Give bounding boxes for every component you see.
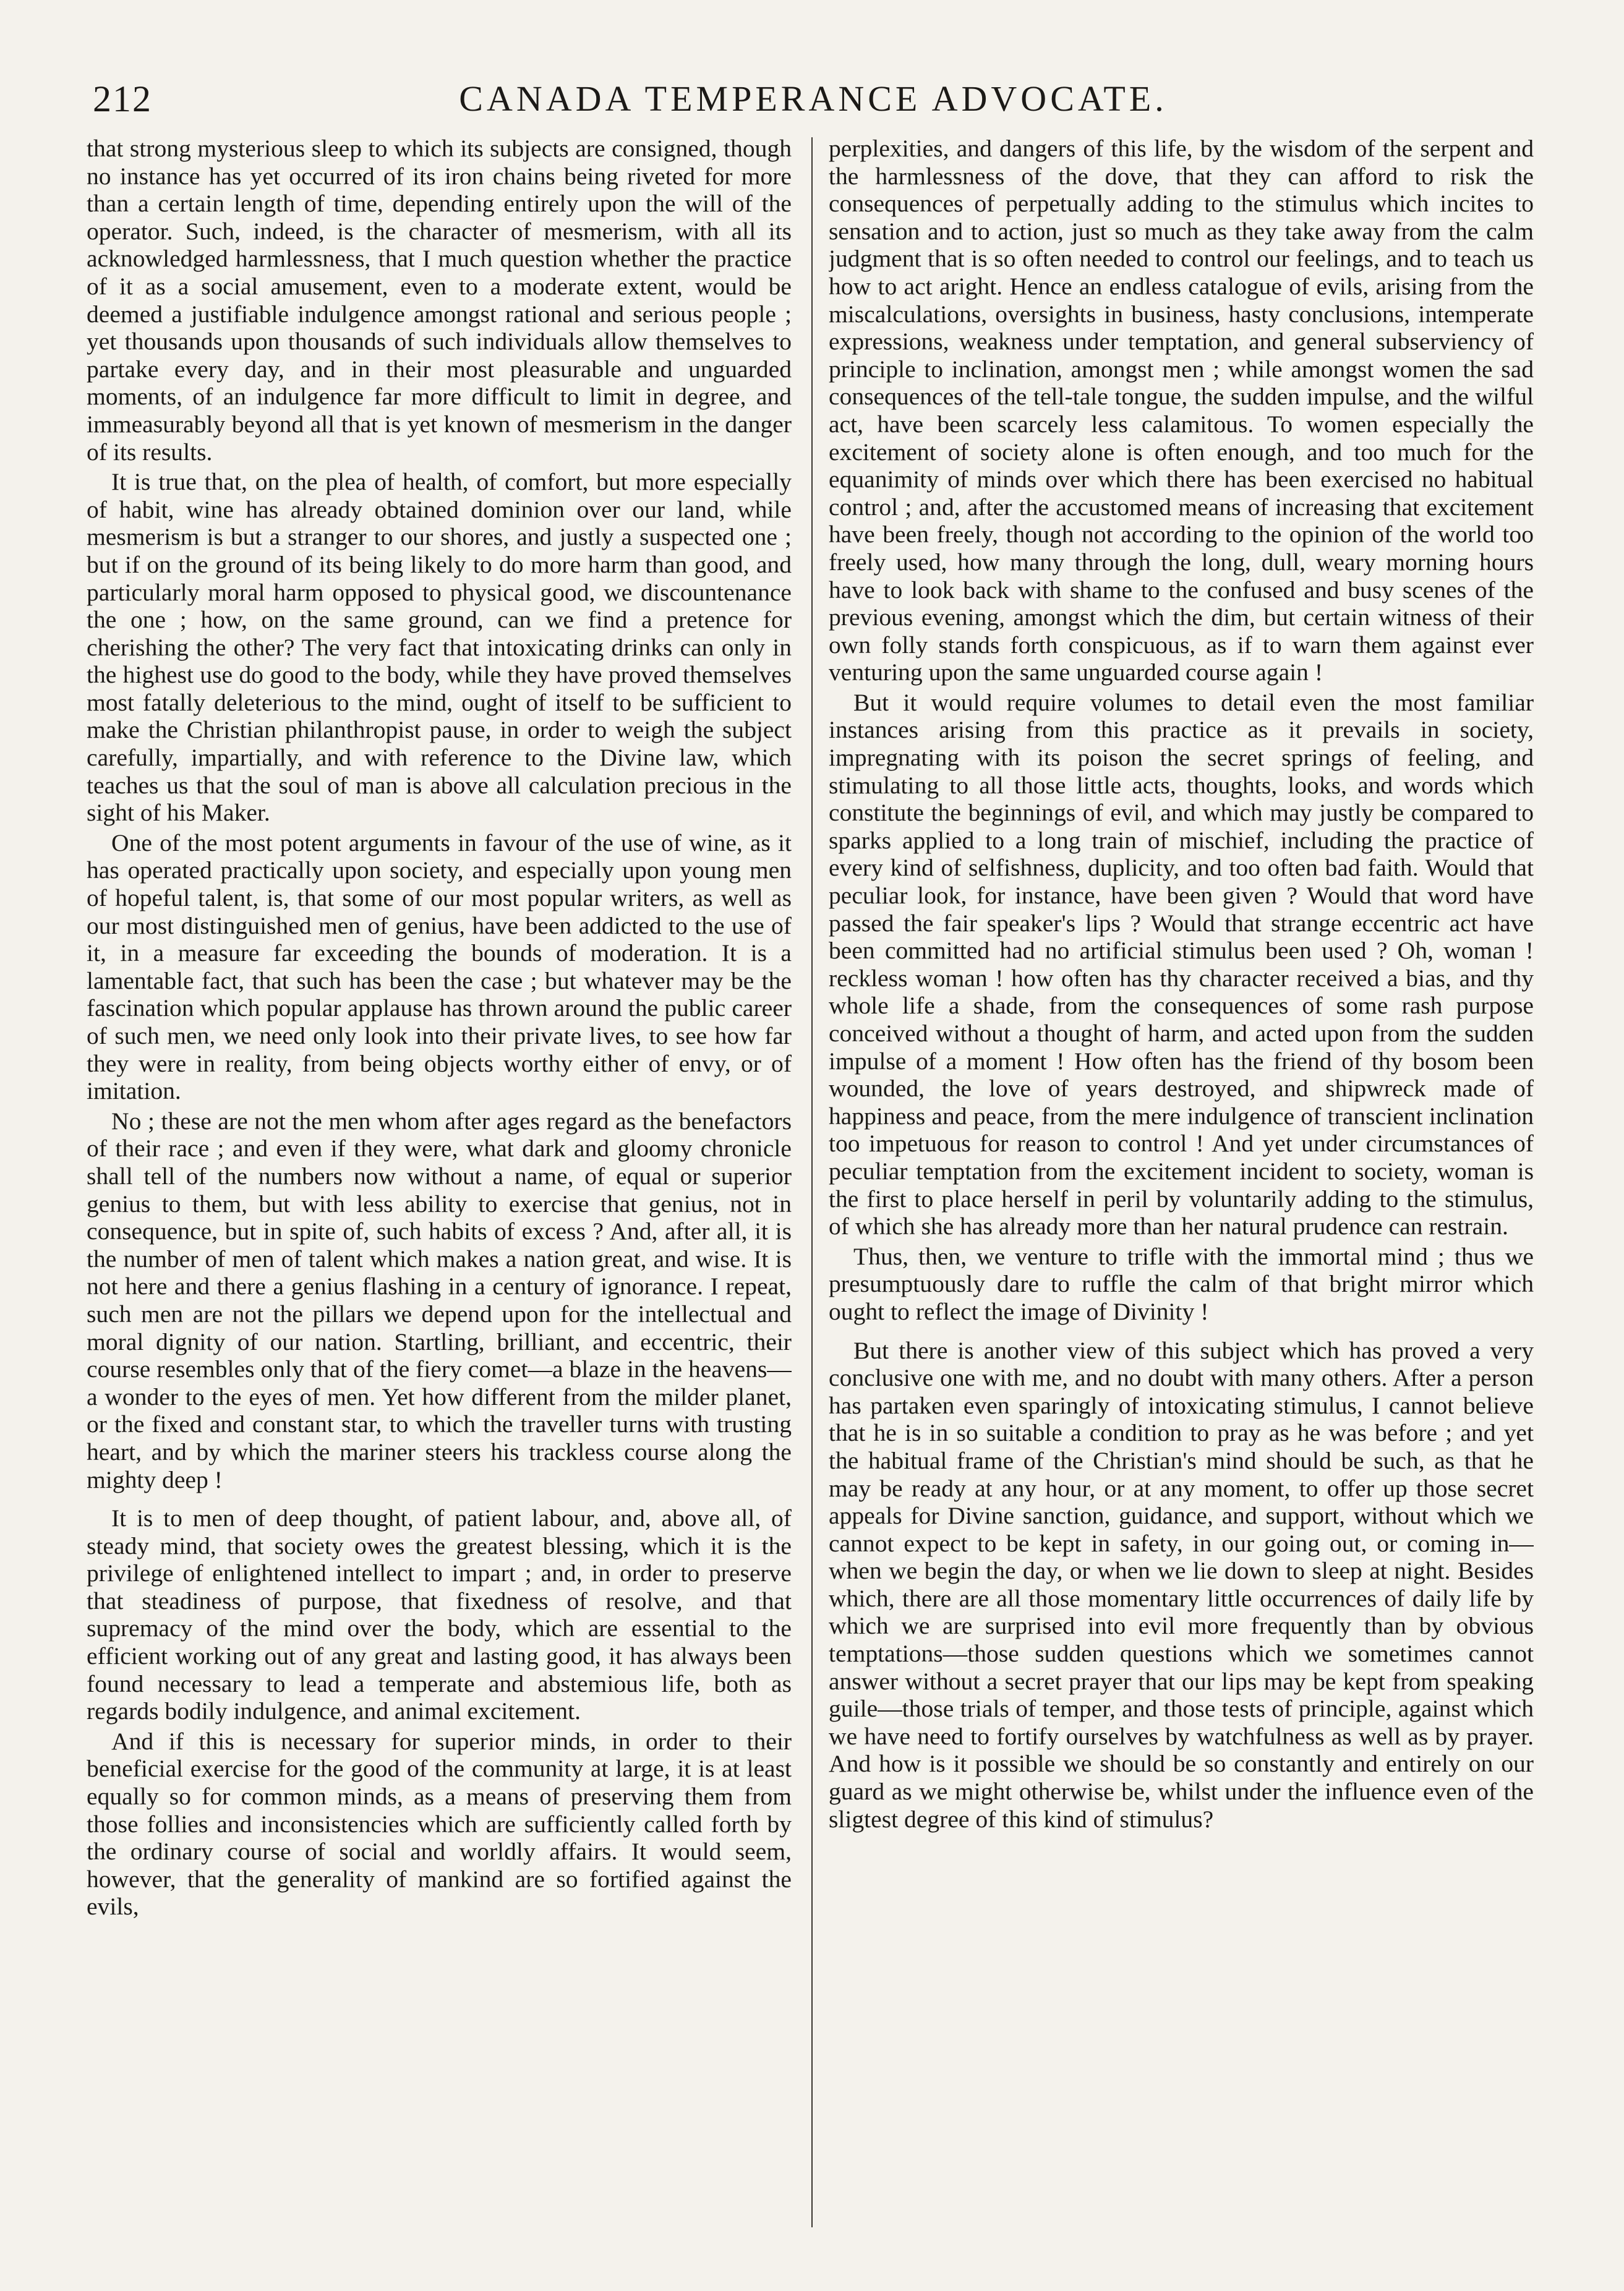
- page-number: 212: [93, 79, 152, 119]
- left-column: [87, 135, 792, 2250]
- paragraph: It is true that, on the plea of health, of comfort, but more especially of habit, wine has already obtained dominion over our land, while mesmerism is but a stranger to our shores, and justly a suspected one ; but if on the ground of its being likely to do more harm than good, and particularly moral harm opposed to physical good, we discountenance the one ; how, on the same ground, can we find a pretence for cherishing the other? The very fact that intoxicating drinks can only in the highest use do good to the body, while they have proved themselves most fatally deleterious to the mind, ought of itself to be sufficient to make the Christian philanthropist pause, in order to weigh the subject carefully, impartially, and with reference to the Divine law, which teaches us that the soul of man is above all calculation precious in the sight of his Maker.: [87, 468, 792, 827]
- paragraph: No ; these are not the men whom after ages regard as the benefactors of their race ; and even if they were, what dark and gloomy chronicle shall tell of the numbers now without a name, of equal or superior genius to them, but with less ability to exercise that genius, not in consequence, but in spite of, such habits of excess ? And, after all, it is the number of men of talent which makes a nation great, and wise. It is not here and there a genius flashing in a century of ignorance. I repeat, such men are not the pillars we depend upon for the intellectual and moral dignity of our nation. Startling, brilliant, and eccentric, their course resembles only that of the fiery comet—a blaze in the heavens—a wonder to the eyes of men. Yet how different from the milder planet, or the fixed and constant star, to which the traveller turns with trusting heart, and by which the mariner steers his trackless course along the mighty deep !: [87, 1107, 792, 1493]
- paragraph: But there is another view of this subject which has proved a very conclusive one with me, and no doubt with many others. After a person has partaken even sparingly of intoxicating stimulus, I cannot believe that he is in so suitable a condition to pray as he was before ; and yet the habitual frame of the Christian's mind should be such, as that he may be ready at any hour, or at any moment, to offer up those secret appeals for Divine sanction, guidance, and support, without which we cannot expect to be kept in safety, in our going out, or coming in—when we begin the day, or when we lie down to sleep at night. Besides which, there are all those momentary little occurrences of daily life by which we are surprised into evil more frequently than by obvious temptations—those sudden questions which we sometimes cannot answer without a secret prayer that our lips may be kept from speaking guile—those trials of temper, and those tests of principle, against which we have need to fortify ourselves by watchfulness as well as by prayer. And how is it possible we should be so constantly and entirely on our guard as we might otherwise be, whilst under the influence even of the sligtest degree of this kind of stimulus?: [829, 1336, 1534, 1833]
- paragraph: But it would require volumes to detail even the most familiar instances arising from this practice as it prevails in society, impregnating with its poison the secret springs of feeling, and stimulating to all those little acts, thoughts, looks, and words which constitute the beginnings of evil, and which may justly be compared to sparks applied to a long train of mischief, including the practice of every kind of selfishness, duplicity, and too often bad faith. Would that peculiar look, for instance, have been given ? Would that word have passed the fair speaker's lips ? Would that strange eccentric act have been committed had no artificial stimulus been used ? Oh, woman ! reckless woman ! how often has thy character received a bias, and thy whole life a shade, from the consequences of some rash purpose conceived without a thought of harm, and acted upon from the sudden impulse of a moment ! How often has the friend of thy bosom been wounded, the love of years destroyed, and shipwreck made of happiness and peace, from the mere indulgence of transcient inclination too impetuous for reason to control ! And yet under circumstances of peculiar temptation from the excitement incident to society, woman is the first to place herself in peril by voluntarily adding to the stimulus, of which she has already more than her natural prudence can restrain.: [829, 688, 1534, 1240]
- running-title: CANADA TEMPERANCE ADVOCATE.: [459, 79, 1168, 119]
- column-divider: [811, 137, 813, 2227]
- paragraph: And if this is necessary for superior minds, in order to their beneficial exercise for the good of the community at large, it is at least equally so for common minds, as a means of preserving them from those follies and inconsistencies which are sufficiently called forth by the ordinary course of social and worldly affairs. It would seem, however, that the generality of mankind are so fortified against the evils,: [87, 1727, 792, 1921]
- paragraph: It is to men of deep thought, of patient labour, and, above all, of steady mind, that society owes the greatest blessing, which it is the privilege of enlightened intellect to impart ; and, in order to preserve that steadiness of purpose, that fixedness of resolve, and that supremacy of the mind over the body, which are essential to the efficient working out of any great and lasting good, it has always been found necessary to lead a temperate and abstemious life, both as regards bodily indulgence, and animal excitement.: [87, 1504, 792, 1725]
- page-header: [93, 73, 1534, 122]
- paragraph: that strong mysterious sleep to which its subjects are consigned, though no instance has yet occurred of its iron chains being riveted for more than a certain length of time, depending entirely upon the will of the operator. Such, indeed, is the character of mesmerism, with all its acknowledged harmlessness, that I much question whether the practice of it as a social amusement, even to a moderate extent, would be deemed a justifiable indulgence amongst rational and serious people ; yet thousands upon thousands of such individuals allow themselves to partake every day, and in their most pleasurable and unguarded moments, of an indulgence far more difficult to limit in degree, and immeasurably beyond all that is yet known of mesmerism in the danger of its results.: [87, 135, 792, 466]
- paragraph: perplexities, and dangers of this life, by the wisdom of the serpent and the harmlessness of the dove, that they can afford to risk the consequences of perpetually adding to the stimulus which incites to sensation and to action, just so much as they take away from the calm judgment that is so often needed to control our feelings, and to teach us how to act aright. Hence an endless catalogue of evils, arising from the miscalculations, oversights in business, hasty conclusions, intemperate expressions, weakness under temptation, and general subserviency of principle to inclination, amongst men ; while amongst women the sad consequences of the tell-tale tongue, the sudden impulse, and the wilful act, have been scarcely less calamitous. To women especially the excitement of society alone is often enough, and too much for the equanimity of minds over which there has been exercised no habitual control ; and, after the accustomed means of increasing that excitement have been freely, though not according to the opinion of the world too freely used, how many through the long, dull, weary morning hours have to look back with shame to the confused and busy scenes of the previous evening, amongst which the dim, but certain witness of their own folly stands forth conspicuous, as if to warn them against ever venturing upon the same unguarded course again !: [829, 135, 1534, 686]
- right-column: [829, 135, 1534, 2250]
- paragraph: Thus, then, we venture to trifle with the immortal mind ; thus we presumptuously dare to ruffle the calm of that bright mirror which ought to reflect the image of Divinity !: [829, 1242, 1534, 1325]
- paragraph: One of the most potent arguments in favour of the use of wine, as it has operated practically upon society, and especially upon young men of hopeful talent, is, that some of our most popular writers, as well as our most distinguished men of genius, have been addicted to the use of it, in a measure far exceeding the bounds of moderation. It is a lamentable fact, that such has been the case ; but whatever may be the fascination which popular applause has thrown around the public career of such men, we need only look into their private lives, to see how far they were in reality, from being objects worthy either of envy, or of imitation.: [87, 829, 792, 1105]
